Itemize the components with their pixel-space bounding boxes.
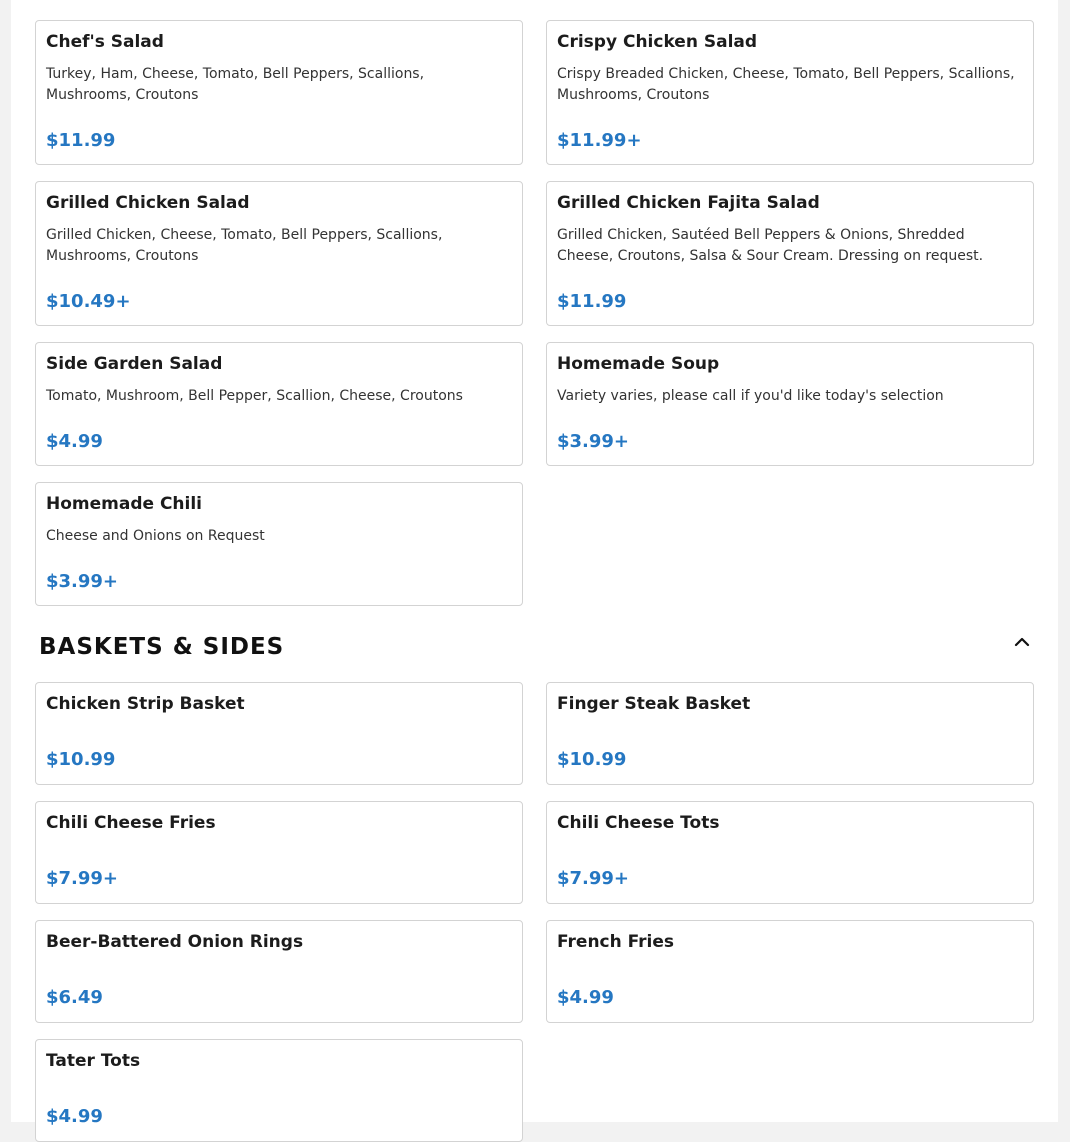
item-description: Crispy Breaded Chicken, Cheese, Tomato, Bell Peppers, Scallions, Mushrooms, Croutons [557, 66, 1015, 103]
menu-item-card[interactable] [35, 482, 523, 606]
item-name: Grilled Chicken Salad [46, 193, 250, 213]
item-name: Grilled Chicken Fajita Salad [557, 193, 820, 213]
item-name: Chili Cheese Fries [46, 813, 216, 833]
menu-item-card[interactable] [35, 20, 523, 165]
item-name: Beer-Battered Onion Rings [46, 932, 304, 952]
menu-item-card[interactable] [35, 181, 523, 326]
item-price: $11.99+ [557, 130, 642, 151]
item-description: Grilled Chicken, Sautéed Bell Peppers & Onions, Shredded Cheese, Croutons, Salsa & Sour Cream. Dressing on request. [557, 227, 984, 264]
collapse-section-button[interactable] [1010, 632, 1034, 652]
item-price: $4.99 [46, 431, 103, 452]
item-name: Homemade Soup [557, 354, 720, 374]
item-name: Tater Tots [46, 1051, 141, 1071]
menu-item-card[interactable] [546, 20, 1034, 165]
item-price: $3.99+ [46, 571, 119, 592]
item-name: Chef's Salad [46, 32, 164, 52]
item-price: $11.99 [557, 291, 627, 312]
item-description: Variety varies, please call if you'd like today's selection [557, 388, 944, 404]
chevron-up-icon [1014, 637, 1030, 647]
item-price: $7.99+ [557, 868, 630, 889]
item-name: Crispy Chicken Salad [557, 32, 758, 52]
menu-item-card[interactable] [35, 801, 523, 904]
item-description: Tomato, Mushroom, Bell Pepper, Scallion, Cheese, Croutons [46, 388, 463, 404]
item-price: $6.49 [46, 987, 103, 1008]
menu-page [11, 0, 1058, 1127]
item-name: Chili Cheese Tots [557, 813, 720, 833]
menu-item-card[interactable] [35, 920, 523, 1023]
section-header-baskets[interactable] [39, 632, 1034, 662]
item-price: $10.99 [557, 749, 627, 770]
section-title: BASKETS & SIDES [39, 634, 285, 660]
item-price: $11.99 [46, 130, 116, 151]
menu-item-card[interactable] [546, 342, 1034, 466]
item-description: Cheese and Onions on Request [46, 528, 265, 544]
item-price: $4.99 [557, 987, 614, 1008]
menu-item-card[interactable] [546, 181, 1034, 326]
item-description: Turkey, Ham, Cheese, Tomato, Bell Peppers, Scallions, Mushrooms, Croutons [46, 66, 425, 103]
menu-item-card[interactable] [35, 342, 523, 466]
item-price: $7.99+ [46, 868, 119, 889]
item-name: Side Garden Salad [46, 354, 223, 374]
item-name: Chicken Strip Basket [46, 694, 245, 714]
menu-item-card[interactable] [546, 920, 1034, 1023]
menu-item-card[interactable] [546, 682, 1034, 785]
baskets-grid [35, 682, 1034, 1142]
menu-item-card[interactable] [35, 682, 523, 785]
item-price: $4.99 [46, 1106, 103, 1127]
menu-item-card[interactable] [546, 801, 1034, 904]
item-price: $10.99 [46, 749, 116, 770]
item-name: Finger Steak Basket [557, 694, 751, 714]
menu-item-card[interactable] [35, 1039, 523, 1142]
item-price: $10.49+ [46, 291, 131, 312]
item-price: $3.99+ [557, 431, 630, 452]
item-name: French Fries [557, 932, 675, 952]
item-name: Homemade Chili [46, 494, 203, 514]
item-description: Grilled Chicken, Cheese, Tomato, Bell Peppers, Scallions, Mushrooms, Croutons [46, 227, 443, 264]
salads-grid [35, 20, 1034, 606]
